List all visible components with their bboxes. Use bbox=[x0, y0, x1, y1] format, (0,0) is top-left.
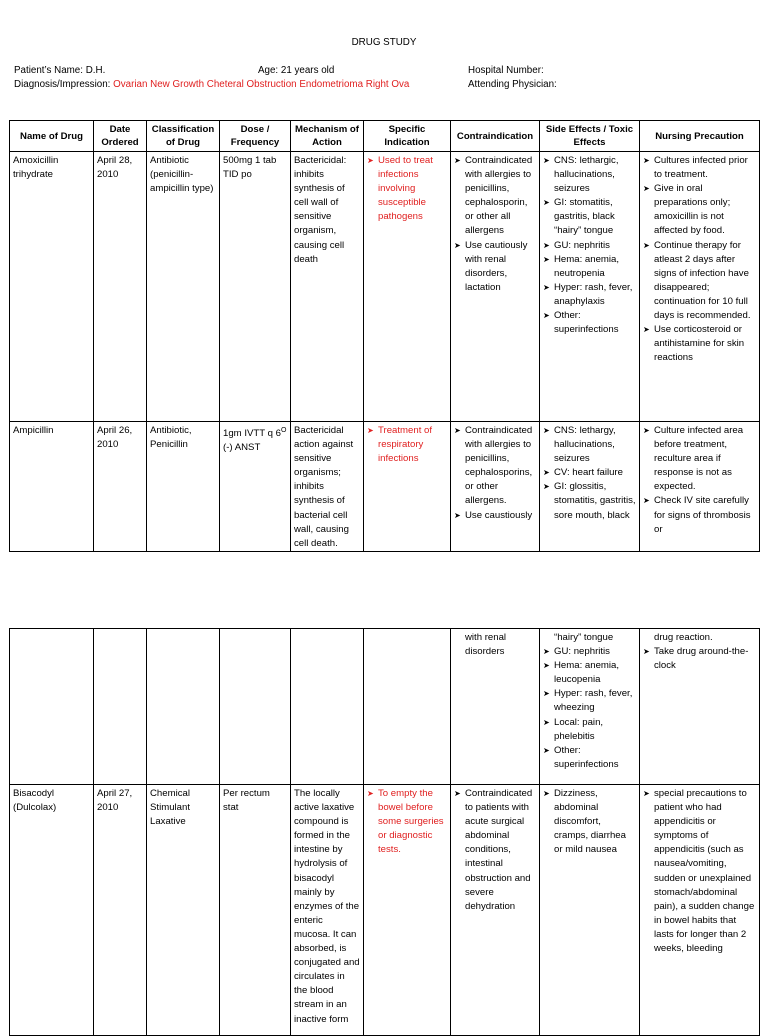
drug-name-text: Ampicillin bbox=[13, 425, 54, 436]
header-name-of-drug: Name of Drug bbox=[10, 121, 94, 152]
drug-name-cell bbox=[10, 785, 94, 1036]
age-field bbox=[258, 64, 334, 78]
patient-info-line bbox=[14, 64, 754, 78]
list-item: ➤ Continue therapy for atleast 2 days after signs of infection have disappeared; continuation for 10 full days is recommended. bbox=[643, 239, 756, 324]
mechanism-cell: Bactericidal: inhibits synthesis of cell wall of sensitive organism, causing cell death bbox=[291, 152, 364, 422]
header-nursing-precaution: Nursing Precaution bbox=[640, 121, 760, 152]
list-item: ➤ Contraindicated to patients with acute surgical abdominal conditions, intestinal obstruction and severe dehydration bbox=[454, 787, 536, 914]
list-item: ➤ Local: pain, phelebitis bbox=[543, 716, 636, 744]
list-item: ➤ Hema: anemia, neutropenia bbox=[543, 253, 636, 281]
precaution-list-wrap bbox=[643, 424, 756, 549]
contraindication-list-wrap bbox=[454, 787, 536, 1033]
diagnosis-label: Diagnosis/Impression: bbox=[14, 79, 111, 90]
date-ordered-cell: April 28, 2010 bbox=[94, 152, 147, 422]
list-item: ➤ Treatment of respiratory infections bbox=[367, 424, 447, 466]
dose-cell bbox=[220, 422, 291, 552]
contraindication-list-wrap bbox=[454, 424, 536, 549]
header-indication: Specific Indication bbox=[364, 121, 451, 152]
empty-cell bbox=[291, 629, 364, 785]
mechanism-cell bbox=[291, 422, 364, 552]
list-item: ➤ Other: superinfections bbox=[543, 309, 636, 337]
dose-superscript: O bbox=[280, 427, 287, 434]
age-label: Age: bbox=[258, 65, 279, 76]
list-item: ➤ Other: superinfections bbox=[543, 744, 636, 772]
list-item: ➤ CV: heart failure bbox=[543, 466, 636, 480]
classification-cell bbox=[147, 785, 220, 1036]
list-item: ➤ GU: nephritis bbox=[543, 239, 636, 253]
patient-name-label: Patient’s Name: D.H. bbox=[14, 65, 106, 76]
date-ordered-cell bbox=[94, 785, 147, 1036]
classification-cell bbox=[147, 422, 220, 552]
date-ordered-text: April 26, 2010 bbox=[97, 425, 133, 451]
header-contraindication: Contraindication bbox=[451, 121, 540, 152]
classification-text: Antibiotic, Penicillin bbox=[150, 425, 192, 451]
diagnosis-line bbox=[14, 78, 754, 92]
precaution-cell bbox=[640, 422, 760, 552]
header-mechanism: Mechanism of Action bbox=[291, 121, 364, 152]
list-item: ➤ CNS: lethargy, hallucinations, seizures bbox=[543, 424, 636, 466]
diagnosis-field bbox=[14, 78, 409, 92]
mechanism-text: Bactericidal action against sensitive organisms; inhibits synthesis of bacterial cell wall, causing cell death. bbox=[294, 425, 354, 549]
header-classification: Classification of Drug bbox=[147, 121, 220, 152]
list-item: ➤ Take drug around-the-clock bbox=[643, 645, 756, 673]
table-row-continued bbox=[10, 629, 760, 785]
precaution-cell bbox=[640, 785, 760, 1036]
side-effects-cell bbox=[540, 422, 640, 552]
contraindication-cell bbox=[451, 629, 540, 785]
precaution-list-wrap bbox=[643, 787, 756, 1033]
list-item: ➤ Hyper: rash, fever, anaphylaxis bbox=[543, 281, 636, 309]
list-item: ➤ Contraindicated with allergies to penicillins, cephalosporins, or other allergens. bbox=[454, 424, 536, 509]
dose-main: 1gm IVTT q 6 bbox=[223, 428, 281, 440]
dose-text: Per rectum stat bbox=[223, 788, 270, 814]
empty-cell bbox=[220, 629, 291, 785]
classification-cell: Antibiotic (penicillin-ampicillin type) bbox=[147, 152, 220, 422]
mechanism-text: The locally active laxative compound is formed in the intestine by hydrolysis of bisacodyl mainly by enzymes of the enteric mucosa. It can absorbed, is conjugated and circulates in the blood stream in an inactive form bbox=[294, 788, 360, 1025]
list-item: ➤ To empty the bowel before some surgeries or diagnostic tests. bbox=[367, 787, 447, 857]
list-item: ➤ GI: stomatitis, gastritis, black “hairy” tongue bbox=[543, 196, 636, 238]
list-item: ➤ Hyper: rash, fever, wheezing bbox=[543, 687, 636, 715]
header-date-ordered: Date Ordered bbox=[94, 121, 147, 152]
list-item: ➤ Dizziness, abdominal discomfort, cramps, diarrhea or mild nausea bbox=[543, 787, 636, 857]
side-effects-continued: “hairy” tongue bbox=[554, 632, 614, 643]
diagnosis-value: Ovarian New Growth Cheteral Obstruction Endometrioma Right Ova bbox=[113, 79, 410, 90]
contraindication-cell bbox=[451, 422, 540, 552]
precaution-continued: drug reaction. bbox=[654, 632, 713, 643]
empty-cell bbox=[364, 629, 451, 785]
list-item: ➤ CNS: lethargic, hallucinations, seizures bbox=[543, 154, 636, 196]
list-item: ➤ Hema: anemia, leucopenia bbox=[543, 659, 636, 687]
dose-cell bbox=[220, 785, 291, 1036]
side-effects-cell bbox=[540, 152, 640, 422]
table-row bbox=[10, 785, 760, 1036]
table-row bbox=[10, 152, 760, 422]
list-item: ➤ Use caustiously bbox=[454, 509, 536, 523]
precaution-cell bbox=[640, 629, 760, 785]
date-ordered-text: April 27, 2010 bbox=[97, 788, 133, 814]
classification-text: Chemical Stimulant Laxative bbox=[150, 788, 190, 828]
dose-cell: 500mg 1 tab TID po bbox=[220, 152, 291, 422]
list-item: ➤ Check IV site carefully for signs of thrombosis or bbox=[643, 494, 756, 536]
dose-rest: (-) ANST bbox=[223, 442, 261, 454]
side-effects-cell bbox=[540, 785, 640, 1036]
date-ordered-cell bbox=[94, 422, 147, 552]
table-header-row bbox=[10, 121, 760, 152]
list-item: ➤ Contraindicated with allergies to penicillins, cephalosporin, or other all allergens bbox=[454, 154, 536, 239]
indication-cell bbox=[364, 152, 451, 422]
list-item: ➤ Culture infected area before treatment, reculture area if response is not as expected. bbox=[643, 424, 756, 494]
document-title: DRUG STUDY bbox=[351, 37, 417, 48]
drug-name-cell: Amoxicillin trihydrate bbox=[10, 152, 94, 422]
empty-cell bbox=[10, 629, 94, 785]
list-item: ➤ Used to treat infections involving susceptible pathogens bbox=[367, 154, 447, 224]
drug-study-table-page1 bbox=[9, 120, 760, 552]
list-item: ➤ Use corticosteroid or antihistamine for skin reactions bbox=[643, 323, 756, 365]
indication-list-wrap bbox=[367, 787, 447, 1033]
list-item: ➤ special precautions to patient who had appendicitis or symptoms of appendicitis (such as nausea/vomiting, sudden or unexplained stomach/abdominal pain), a sudden change in bowel habits that lasts for longer than 2 weeks, bleeding bbox=[643, 787, 756, 956]
list-item: ➤ Give in oral preparations only; amoxicillin is not affected by food. bbox=[643, 182, 756, 238]
indication-cell bbox=[364, 422, 451, 552]
header-side-effects: Side Effects / Toxic Effects bbox=[540, 121, 640, 152]
contraindication-cell bbox=[451, 785, 540, 1036]
list-item: ➤ GI: glossitis, stomatitis, gastritis, sore mouth, black bbox=[543, 480, 636, 522]
indication-list-wrap bbox=[367, 424, 447, 549]
mechanism-cell bbox=[291, 785, 364, 1036]
side-effects-list-wrap bbox=[543, 787, 636, 1033]
attending-physician-label: Attending Physician: bbox=[468, 79, 557, 90]
header-dose-frequency: Dose / Frequency bbox=[220, 121, 291, 152]
side-effects-cell bbox=[540, 629, 640, 785]
empty-cell bbox=[147, 629, 220, 785]
age-value: 21 years old bbox=[280, 65, 335, 76]
hospital-number-label: Hospital Number: bbox=[468, 65, 544, 76]
drug-name-text: Bisacodyl (Dulcolax) bbox=[13, 788, 57, 814]
contraindication-cell bbox=[451, 152, 540, 422]
dose-text bbox=[223, 424, 287, 549]
empty-cell bbox=[94, 629, 147, 785]
drug-name-cell bbox=[10, 422, 94, 552]
list-item: ➤ Cultures infected prior to treatment. bbox=[643, 154, 756, 182]
side-effects-list-wrap bbox=[543, 424, 636, 549]
table-row bbox=[10, 422, 760, 552]
contraindication-continued: with renal disorders bbox=[465, 632, 507, 658]
patient-name-value: D.H. bbox=[85, 65, 106, 76]
drug-study-table-page2 bbox=[9, 628, 760, 1036]
list-item: ➤ GU: nephritis bbox=[543, 645, 636, 659]
precaution-cell bbox=[640, 152, 760, 422]
indication-cell bbox=[364, 785, 451, 1036]
list-item: ➤ Use cautiously with renal disorders, lactation bbox=[454, 239, 536, 295]
